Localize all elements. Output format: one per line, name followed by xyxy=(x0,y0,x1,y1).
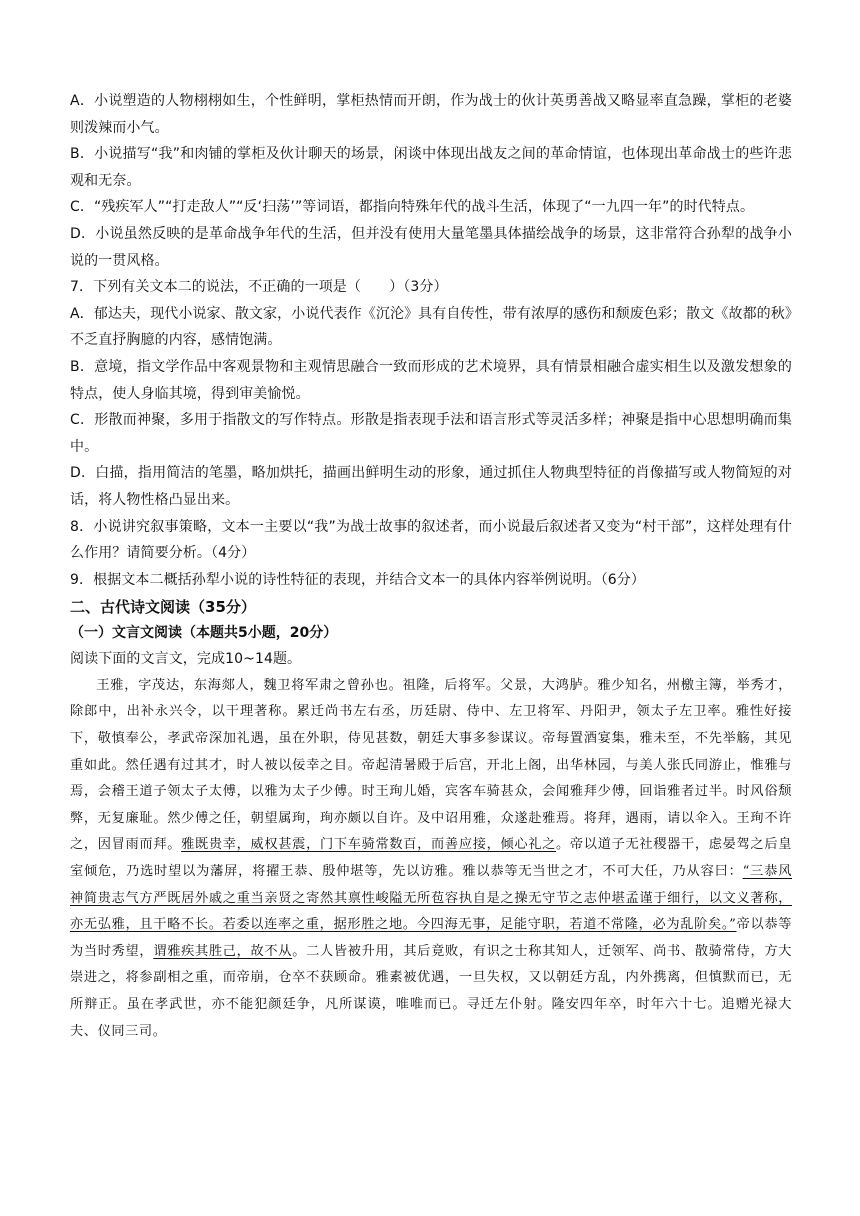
exam-page xyxy=(70,88,792,1045)
q7-option-d: D．白描，指用简洁的笔墨，略加烘托，描画出鲜明生动的形象，通过抓住人物典型特征的肖像描写或人物简短的对话，将人物性格凸显出来。 xyxy=(70,465,792,508)
q9: 9．根据文本二概括孙犁小说的诗性特征的表现，并结合文本一的具体内容举例说明。（6分） xyxy=(70,571,646,588)
q7-option-a: A．郁达夫，现代小说家、散文家，小说代表作《沉沦》具有自传性，带有浓厚的感伤和颓废色彩；散文《故都的秋》不乏直抒胸臆的内容，感情饱满。 xyxy=(70,305,792,349)
passage-segment: 。帝以道子无社稷器干，虑晏驾之后皇室倾危，乃选时望以为藩屏，将擢王恭、殷仲堪等，先以访雅。雅以恭等无当世之才，不可大任，乃从容曰： xyxy=(70,837,792,880)
passage-segment: 。二人皆被升用，其后竟败，有识之士称其知人，迁领军、尚书、散骑常侍，方大崇进之，将参副相之重，而帝崩，仓卒不获顾命。雅素被优遇，一旦失权，又以朝廷方乱，内外携离，但慎默而已，无所辩正。虽在孝武世，亦不能犯颜廷争，凡所谋谟，唯唯而已。寻迁左仆射。隆安四年卒，时年六十七。追赠光禄大夫、仪同三司。 xyxy=(70,943,793,1039)
passage-segment: 帝以恭等为当时秀望， xyxy=(70,917,792,959)
reading-instruction: 阅读下面的文言文，完成10~14题。 xyxy=(70,651,302,668)
q7-stem: 7．下列有关文本二的说法，不正确的一项是（ ）（3分） xyxy=(70,279,448,296)
q6-option-c: C．“残疾军人”“打走敌人”“反‘扫荡’”等词语，都指向特殊年代的战斗生活，体现了“一九四一年”的时代特点。 xyxy=(70,199,755,216)
q8: 8．小说讲究叙事策略，文本一主要以“我”为战士故事的叙述者，而小说最后叙述者又变为“村干部”，这样处理有什么作用？请简要分析。（4分） xyxy=(70,518,792,562)
q6-option-d: D．小说虽然反映的是革命战争年代的生活，但并没有使用大量笔墨具体描绘战争的场景，这非常符合孙犁的战争小说的一贯风格。 xyxy=(70,225,792,269)
passage-segment: 王雅，字茂达，东海郯人，魏卫将军肃之曾孙也。祖隆，后将军。父景，大鸿胪。雅少知名，州檄主簿，举秀才，除郎中，出补永兴令，以干理著称。累迁尚书左右丞，历廷尉、侍中、左卫将军、丹阳尹，领太子左卫率。雅性好接下，敬慎奉公，孝武帝深加礼遇，虽在外职，侍见甚数，朝廷大事多参谋议。帝每置酒宴集，雅未至，不先举觞，其见重如此。然任遇有过其才，时人被以佞幸之目。帝起清暑殿于后宫，开北上阁，出华林园，与美人张氏同游止，惟雅与焉，会稽王道子领太子太傅，以雅为太子少傅。时王珣儿婚，宾客车骑甚众，会闻雅拜少傅，回诣雅者过半。时风俗颓弊，无复廉耻。然少傅之任，朝望属珣，珣亦颇以自许。及中诏用雅，众遂赴雅焉。将拜，遇雨，请以伞入。王珣不许之，因冒雨而拜。 xyxy=(70,677,792,853)
q7-option-c: C．形散而神聚，多用于指散文的写作特点。形散是指表现手法和语言形式等灵活多样；神聚是指中心思想明确而集中。 xyxy=(70,412,792,455)
classical-passage xyxy=(70,673,792,1045)
q6-option-a: A．小说塑造的人物栩栩如生，个性鲜明，掌柜热情而开朗，作为战士的伙计英勇善战又略显率直急躁，掌柜的老婆则泼辣而小气。 xyxy=(70,93,792,136)
underlined-sentence-1: 雅既贵幸，威权甚震，门下车骑常数百，而善应接，倾心礼之 xyxy=(181,837,557,853)
q6-option-b: B．小说描写“我”和肉铺的掌柜及伙计聊天的场景，闲谈中体现出战友之间的革命情谊，也体现出革命战士的些许悲观和无奈。 xyxy=(70,146,792,189)
subsection-1-title: （一）文言文阅读（本题共5小题，20分） xyxy=(70,625,338,642)
section-2-title: 二、古代诗文阅读（35分） xyxy=(70,598,256,617)
q7-option-b: B．意境，指文学作品中客观景物和主观情思融合一致而形成的艺术境界，具有情景相融合虚实相生以及激发想象的特点，使人身临其境，得到审美愉悦。 xyxy=(70,358,792,402)
underlined-sentence-3: 谓雅疾其胜己，故不从 xyxy=(153,943,293,959)
underlined-sentence-2: “三恭风神简贵志气方严既居外戚之重当亲贤之寄然其禀性峻隘无所苞容执自是之操无守节之志仲堪孟谨于细行，以文义著称，亦无弘雅，且干略不长。若委以连率之重，据形胜之地。今四海无事，足能守职，若道不常隆，必为乱阶矣。” xyxy=(70,864,792,933)
